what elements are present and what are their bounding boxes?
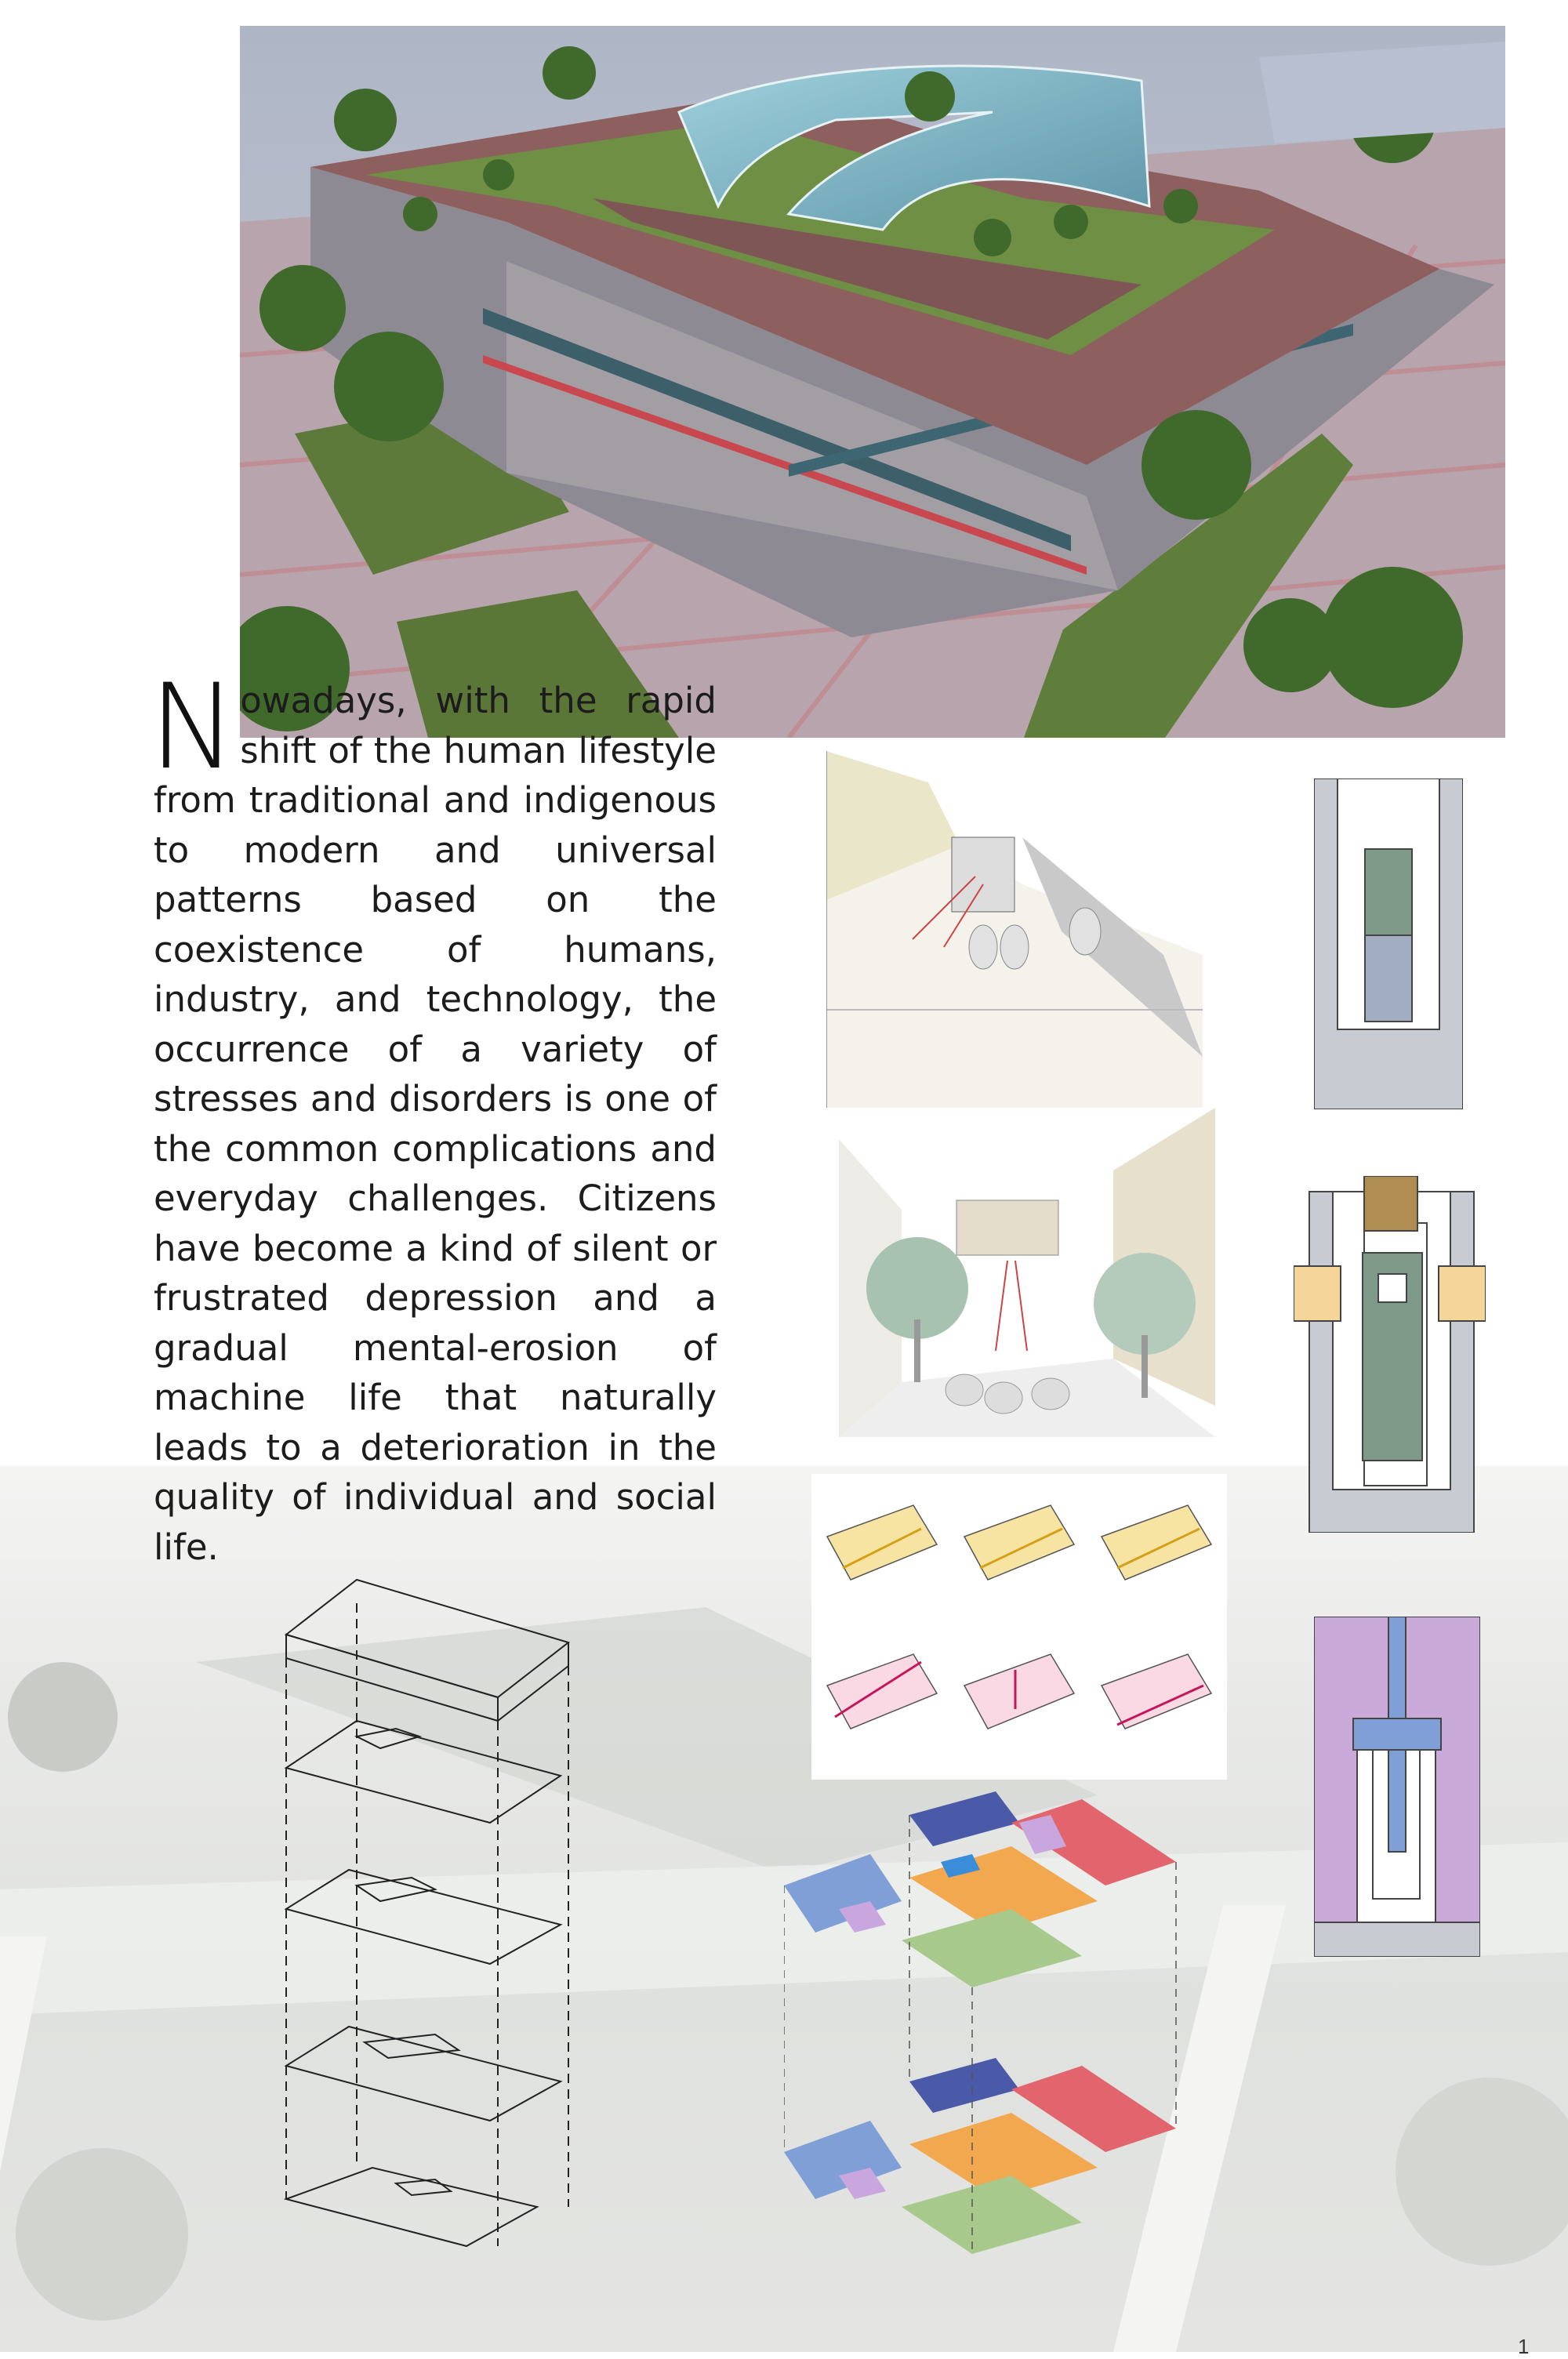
intro-paragraph xyxy=(149,659,717,1572)
movement-diagram-grid xyxy=(811,1474,1227,1780)
exploded-axonometric-diagram xyxy=(278,1572,576,2254)
intro-text: owadays, with the rapid shift of the human lifestyle from traditional and indigenous to modern and universal patterns based on the coexistence of humans, industry, and technology, the occurrence of a variety of stresses and disorders is one of the common complications and everyday challenges. Citizens have become a kind of silent or frustrated depression and a gradual mental-erosion of machine life that naturally leads to a deterioration in the quality of individual and social life. xyxy=(154,680,717,1568)
hero-building-render xyxy=(240,26,1505,738)
page-number: 1 xyxy=(1518,2335,1530,2358)
colored-floor-plans-stack xyxy=(784,1791,1239,2332)
perspective-sketch-interior xyxy=(826,751,1203,1108)
plan-diagram-2 xyxy=(1294,1176,1486,1533)
plan-diagram-1 xyxy=(1314,778,1463,1109)
perspective-sketch-courtyard xyxy=(839,1108,1215,1437)
plan-diagram-3 xyxy=(1314,1617,1480,1957)
drop-cap: N xyxy=(149,659,238,796)
